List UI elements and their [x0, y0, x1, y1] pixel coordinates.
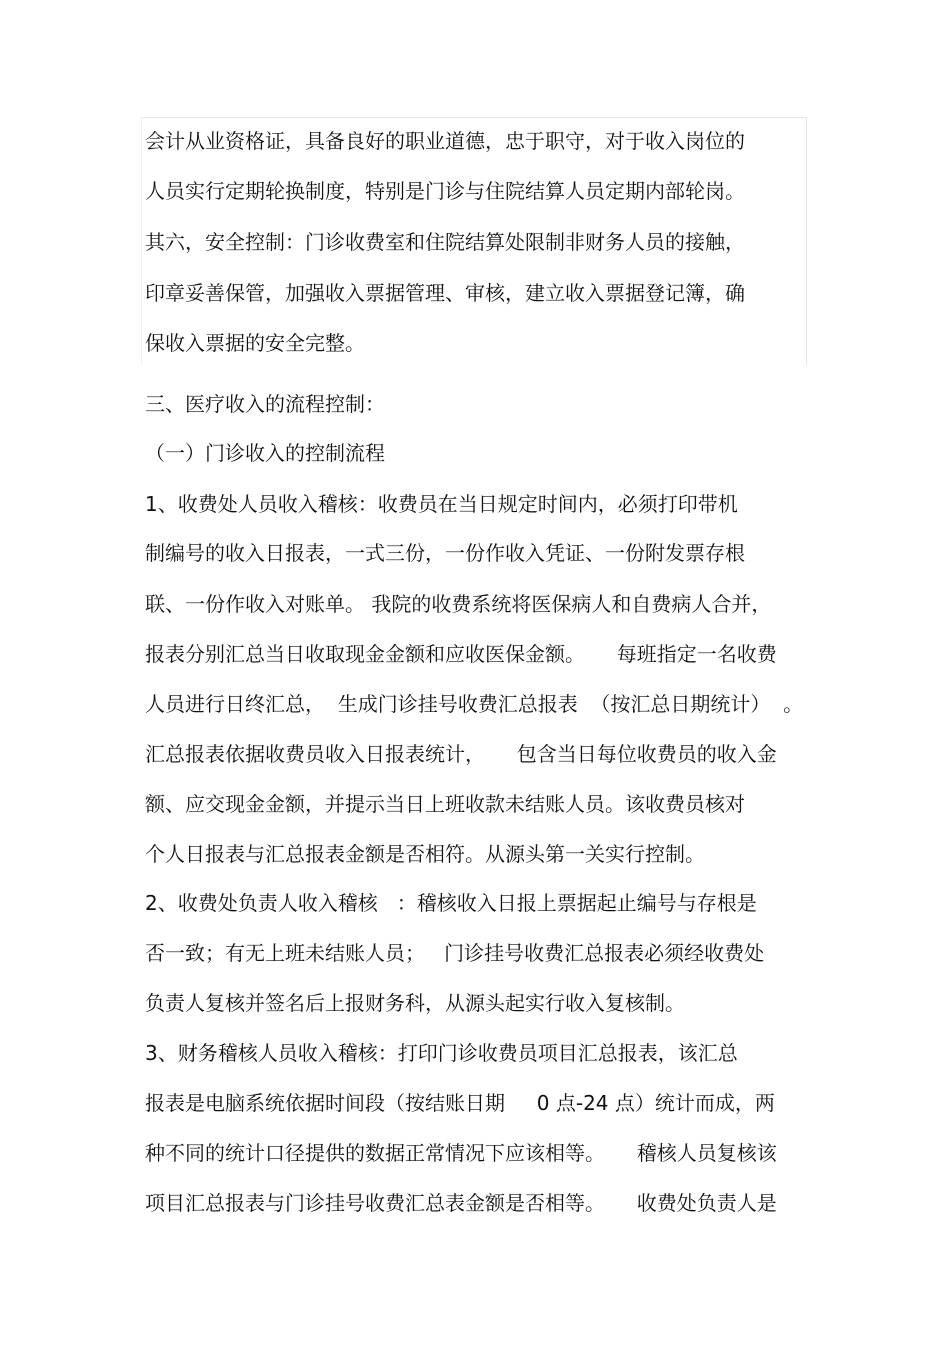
- body-line: 人员进行日终汇总， 生成门诊挂号收费汇总报表 （按汇总日期统计） 。: [145, 692, 804, 716]
- box-line-4: 印章妥善保管，加强收入票据管理、审核，建立收入票据登记簿，确: [145, 281, 745, 305]
- body-line: 负责人复核并签名后上报财务科，从源头起实行收入复核制。: [145, 991, 685, 1015]
- body-line: 报表是电脑系统依据时间段（按结账日期 0 点-24 点）统计而成，两: [145, 1091, 775, 1115]
- body-line: 项目汇总报表与门诊挂号收费汇总表金额是否相等。 收费处负责人是: [145, 1191, 777, 1215]
- box-line-2: 人员实行定期轮换制度，特别是门诊与住院结算人员定期内部轮岗。: [145, 179, 745, 203]
- body-line: 2、收费处负责人收入稽核 ：稽核收入日报上票据起止编号与存根是: [145, 891, 757, 915]
- body-line: 汇总报表依据收费员收入日报表统计， 包含当日每位收费员的收入金: [145, 742, 777, 766]
- box-line-5: 保收入票据的安全完整。: [145, 331, 365, 355]
- subsection-heading: （一）门诊收入的控制流程: [145, 441, 385, 465]
- body-line: 额、应交现金金额，并提示当日上班收款未结账人员。该收费员核对: [145, 792, 745, 816]
- body-line: 联、一份作收入对账单。 我院的收费系统将医保病人和自费病人合并，: [145, 592, 772, 616]
- body-line: 报表分别汇总当日收取现金金额和应收医保金额。 每班指定一名收费: [145, 642, 777, 666]
- box-line-1: 会计从业资格证，具备良好的职业道德，忠于职守，对于收入岗位的: [145, 129, 745, 153]
- section-heading: 三、医疗收入的流程控制：: [145, 392, 385, 416]
- body-line: 3、财务稽核人员收入稽核：打印门诊收费员项目汇总报表，该汇总: [145, 1041, 738, 1065]
- body-line: 否一致；有无上班未结账人员； 门诊挂号收费汇总报表必须经收费处: [145, 941, 765, 965]
- body-line: 个人日报表与汇总报表金额是否相符。从源头第一关实行控制。: [145, 842, 705, 866]
- box-line-3: 其六，安全控制：门诊收费室和住院结算处限制非财务人员的接触，: [145, 230, 745, 254]
- body-line: 制编号的收入日报表，一式三份，一份作收入凭证、一份附发票存根: [145, 541, 745, 565]
- body-line: 1、收费处人员收入稽核：收费员在当日规定时间内，必须打印带机: [145, 492, 738, 516]
- body-line: 种不同的统计口径提供的数据正常情况下应该相等。 稽核人员复核该: [145, 1141, 777, 1165]
